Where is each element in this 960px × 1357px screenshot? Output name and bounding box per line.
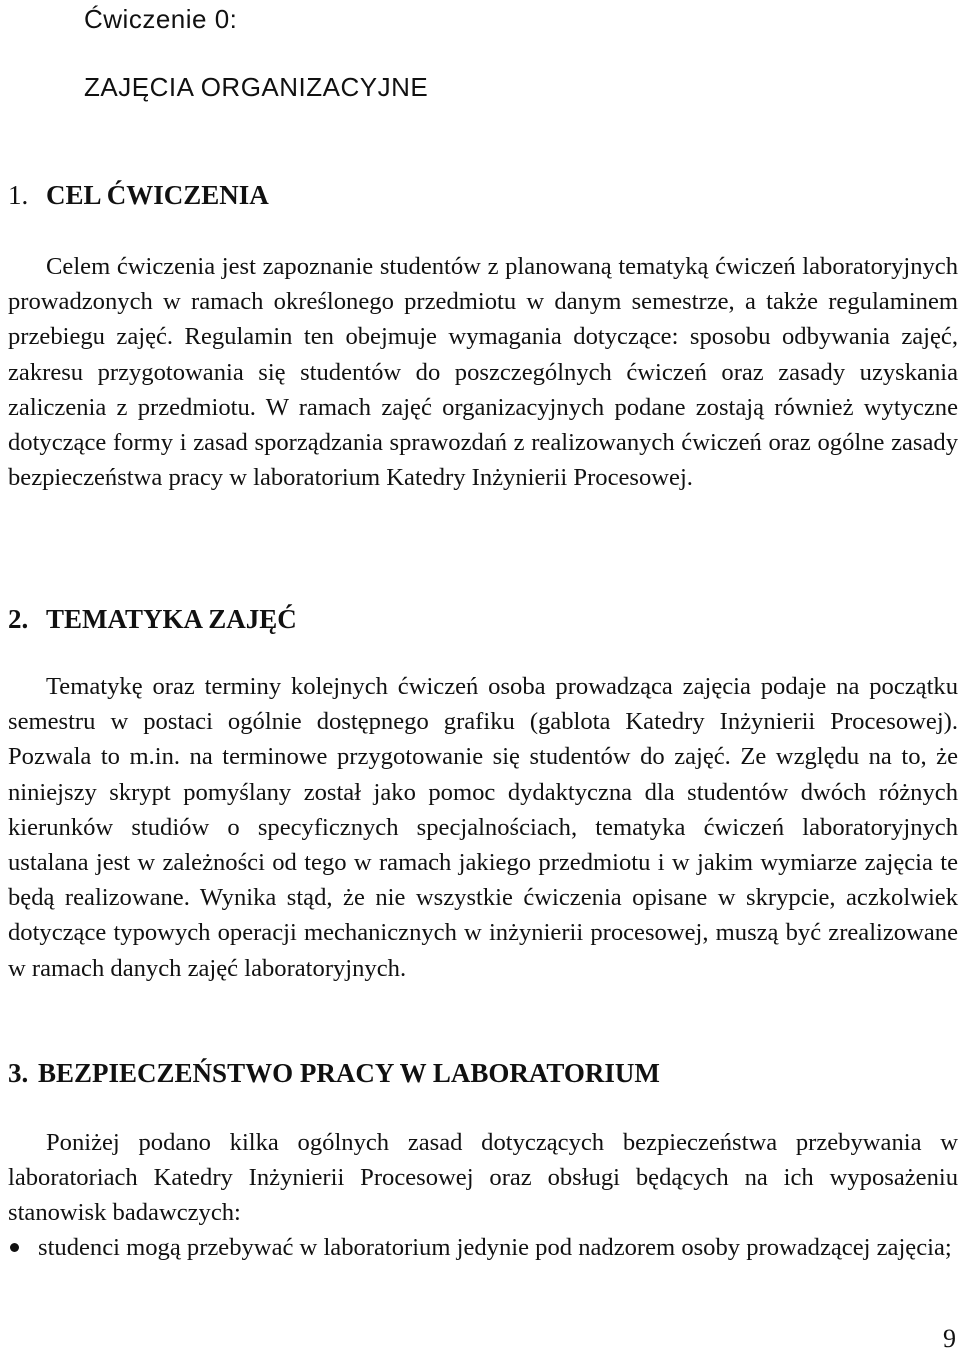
page-number: 9 bbox=[943, 1324, 956, 1353]
section-title: CEL ĆWICZENIA bbox=[46, 180, 269, 210]
list-item bbox=[8, 1230, 958, 1265]
section-number: 3. bbox=[8, 1058, 29, 1088]
list-item-text: studenci mogą przebywać w laboratorium jedynie pod nadzorem osoby prowadzącej zajęcia; bbox=[38, 1234, 952, 1261]
section-title: TEMATYKA ZAJĘĆ bbox=[46, 604, 297, 634]
exercise-label: Ćwiczenie 0: bbox=[84, 4, 238, 34]
section-heading-2 bbox=[8, 603, 297, 635]
document-title: ZAJĘCIA ORGANIZACYJNE bbox=[84, 72, 429, 102]
section-number: 1. bbox=[8, 180, 29, 210]
section-heading-1 bbox=[8, 179, 269, 211]
section-title: BEZPIECZEŃSTWO PRACY W LABORATORIUM bbox=[38, 1058, 660, 1088]
section-paragraph-2: Tematykę oraz terminy kolejnych ćwiczeń osoba prowadząca zajęcia podaje na początku semestru w postaci ogólnie dostępnego grafiku (gablota Katedry Inżynierii Procesowej). Pozwala to m.in. na terminowe przygotowanie się studentów do zajęć. Ze względu na to, że niniejszy skrypt pomyślany został jako pomoc dydaktyczna dla studentów dwóch różnych kierunków studiów o specyficznych specjalnościach, tematyka ćwiczeń laboratoryjnych ustalana jest w zależności od tego w ramach jakiego przedmiotu i w jakim wymiarze zajęcia te będą realizowane. Wynika stąd, że nie wszystkie ćwiczenia opisane w skrypcie, aczkolwiek dotyczące typowych operacji mechanicznych w inżynierii procesowej, muszą być zrealizowane w ramach danych zajęć laboratoryjnych. bbox=[8, 673, 958, 982]
section-paragraph-1: Celem ćwiczenia jest zapoznanie studentów z planowaną tematyką ćwiczeń laboratoryjnych prowadzonych w ramach określonego przedmiotu w danym semestrze, a także regulaminem przebiegu zajęć. Regulamin ten obejmuje wymagania dotyczące: sposobu odbywania zajęć, zakresu przygotowania się studentów do poszczególnych ćwiczeń oraz zasady uzyskania zaliczenia z przedmiotu. W ramach zajęć organizacyjnych podane zostają również wytyczne dotyczące formy i zasad sporządzania sprawozdań z realizowanych ćwiczeń oraz ogólne zasady bezpieczeństwa pracy w laboratorium Katedry Inżynierii Procesowej. bbox=[8, 253, 958, 492]
bullet-icon bbox=[10, 1243, 19, 1252]
safety-rules-list bbox=[8, 1230, 958, 1265]
section-number: 2. bbox=[8, 604, 29, 634]
section-heading-3 bbox=[8, 1057, 660, 1089]
section-paragraph-3: Poniżej podano kilka ogólnych zasad dotyczących bezpieczeństwa przebywania w laboratoriach Katedry Inżynierii Procesowej oraz obsługi będących na ich wyposażeniu stanowisk badawczych: bbox=[8, 1129, 958, 1227]
